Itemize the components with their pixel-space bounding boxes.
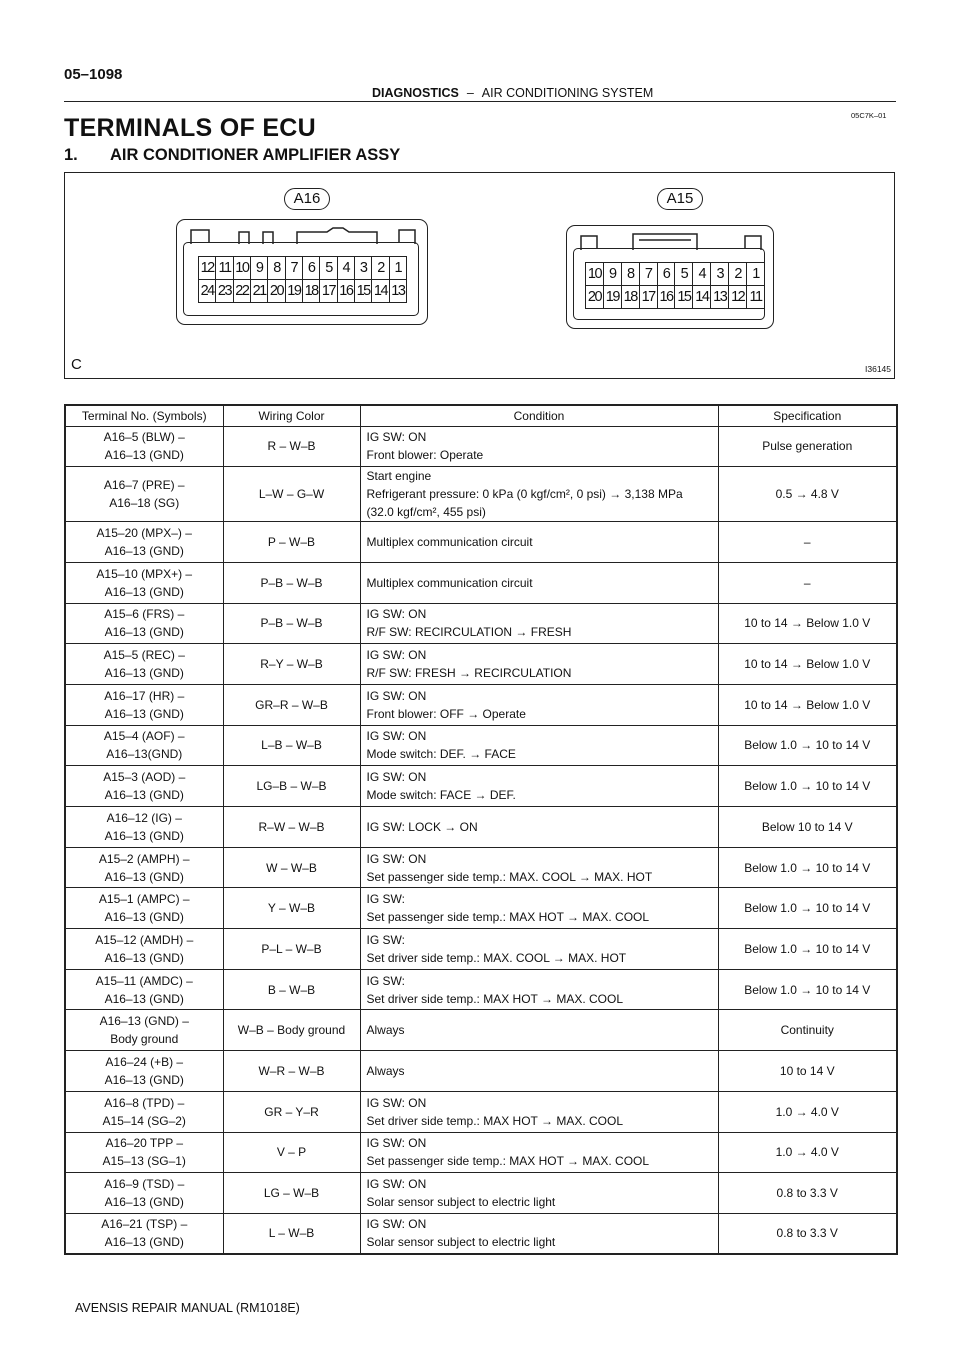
cell-terminal: A16–7 (PRE) – A16–18 (SG) [65,467,223,522]
pin-number: 4 [338,257,355,280]
header-terminal: Terminal No. (Symbols) [65,405,223,426]
pin-number: 17 [640,286,658,309]
cell-terminal: A15–3 (AOD) – A16–13 (GND) [65,766,223,807]
cell-condition: IG SW: Set passenger side temp.: MAX HOT → MAX. COOL [360,888,718,929]
table-row [65,969,897,1010]
table-row [65,888,897,929]
section-separator: – [466,86,474,100]
cell-specification: – [718,522,897,563]
cell-condition: IG SW: ON Front blower: Operate [360,426,718,467]
section-name: DIAGNOSTICS [372,86,459,100]
cell-condition: IG SW: ON Front blower: OFF → Operate [360,684,718,725]
cell-wiring-color: P–B – W–B [223,603,360,644]
pin-number: 6 [303,257,320,280]
pin-number: 24 [199,280,216,303]
a15-pin-grid [585,262,765,309]
cell-specification: Below 1.0 → 10 to 14 V [718,969,897,1010]
pin-number: 20 [268,280,285,303]
cell-terminal: A15–1 (AMPC) – A16–13 (GND) [65,888,223,929]
cell-condition: IG SW: ON Set driver side temp.: MAX HOT → MAX. COOL [360,1091,718,1132]
cell-wiring-color: L – W–B [223,1213,360,1254]
pin-number: 21 [251,280,268,303]
cell-specification: 1.0 → 4.0 V [718,1132,897,1173]
cell-condition: Always [360,1051,718,1092]
cell-condition: IG SW: ON Set passenger side temp.: MAX. COOL → MAX. HOT [360,847,718,888]
a15-connector [566,225,774,329]
pin-number: 13 [390,280,407,303]
header-condition: Condition [360,405,718,426]
table-row [65,766,897,807]
cell-specification: 10 to 14 V [718,1051,897,1092]
pin-number: 16 [658,286,676,309]
table-body [65,426,897,1254]
table-row [65,684,897,725]
cell-wiring-color: GR–R – W–B [223,684,360,725]
a16-label: A16 [284,188,330,210]
table-row [65,1051,897,1092]
table-row [65,644,897,685]
table-row [65,426,897,467]
table-row [65,1213,897,1254]
cell-specification: Continuity [718,1010,897,1051]
cell-terminal: A15–6 (FRS) – A16–13 (GND) [65,603,223,644]
cell-terminal: A15–5 (REC) – A16–13 (GND) [65,644,223,685]
table-row [65,1091,897,1132]
cell-condition: Multiplex communication circuit [360,522,718,563]
a16-connector [176,219,428,325]
pin-number: 19 [286,280,303,303]
cell-specification: Below 1.0 → 10 to 14 V [718,766,897,807]
pin-number: 22 [234,280,251,303]
cell-specification: 10 to 14 → Below 1.0 V [718,603,897,644]
cell-terminal: A15–11 (AMDC) – A16–13 (GND) [65,969,223,1010]
figure-code: I36145 [865,364,891,374]
table-row [65,847,897,888]
connector-figure [64,172,895,379]
cell-terminal: A16–13 (GND) – Body ground [65,1010,223,1051]
cell-wiring-color: B – W–B [223,969,360,1010]
cell-condition: IG SW: Set driver side temp.: MAX. COOL → MAX. HOT [360,929,718,970]
cell-specification: Below 1.0 → 10 to 14 V [718,888,897,929]
cell-terminal: A15–12 (AMDH) – A16–13 (GND) [65,929,223,970]
pin-number: 23 [216,280,233,303]
pin-number: 7 [640,263,658,286]
pin-number: 9 [604,263,622,286]
pin-number: 4 [693,263,711,286]
table-header-row [65,405,897,426]
pin-number: 11 [216,257,233,280]
cell-terminal: A16–24 (+B) – A16–13 (GND) [65,1051,223,1092]
page-number: 05–1098 [64,66,123,83]
pin-number: 18 [622,286,640,309]
pin-number: 7 [286,257,303,280]
table-row [65,929,897,970]
cell-specification: Below 1.0 → 10 to 14 V [718,847,897,888]
cell-specification: 0.5 → 4.8 V [718,467,897,522]
pin-number: 3 [711,263,729,286]
section-header [372,86,653,100]
cell-terminal: A16–8 (TPD) – A15–14 (SG–2) [65,1091,223,1132]
cell-condition: IG SW: ON Solar sensor subject to electric light [360,1213,718,1254]
pin-number: 8 [622,263,640,286]
pin-number: 15 [355,280,372,303]
table-row [65,725,897,766]
cell-specification: Below 1.0 → 10 to 14 V [718,725,897,766]
cell-condition: IG SW: Set driver side temp.: MAX HOT → MAX. COOL [360,969,718,1010]
cell-specification: Below 10 to 14 V [718,807,897,848]
cell-wiring-color: LG–B – W–B [223,766,360,807]
sub-title [64,146,400,165]
pin-number: 5 [320,257,337,280]
cell-wiring-color: L–B – W–B [223,725,360,766]
pin-number: 18 [303,280,320,303]
pin-number: 15 [675,286,693,309]
cell-condition: IG SW: LOCK → ON [360,807,718,848]
pin-number: 2 [729,263,747,286]
pin-number: 10 [586,263,604,286]
cell-condition: IG SW: ON Set passenger side temp.: MAX HOT → MAX. COOL [360,1132,718,1173]
cell-terminal: A16–9 (TSD) – A16–13 (GND) [65,1173,223,1214]
pin-number: 2 [372,257,389,280]
cell-condition: IG SW: ON Mode switch: DEF. → FACE [360,725,718,766]
cell-wiring-color: GR – Y–R [223,1091,360,1132]
pin-number: 3 [355,257,372,280]
cell-specification: 10 to 14 → Below 1.0 V [718,684,897,725]
cell-condition: IG SW: ON Solar sensor subject to electric light [360,1173,718,1214]
cell-specification: Pulse generation [718,426,897,467]
pin-number: 12 [729,286,747,309]
pin-number: 14 [693,286,711,309]
cell-condition: IG SW: ON R/F SW: RECIRCULATION → FRESH [360,603,718,644]
cell-terminal: A16–12 (IG) – A16–13 (GND) [65,807,223,848]
subsection-name: AIR CONDITIONING SYSTEM [481,86,654,100]
cell-wiring-color: P–L – W–B [223,929,360,970]
pin-number: 5 [675,263,693,286]
cell-condition: Multiplex communication circuit [360,562,718,603]
table-row [65,1132,897,1173]
header-specification: Specification [718,405,897,426]
a15-label: A15 [657,188,703,210]
cell-terminal: A16–20 TPP – A15–13 (SG–1) [65,1132,223,1173]
pin-number: 13 [711,286,729,309]
pin-number: 19 [604,286,622,309]
pin-number: 11 [747,286,765,309]
cell-specification: 0.8 to 3.3 V [718,1173,897,1214]
cell-terminal: A16–21 (TSP) – A16–13 (GND) [65,1213,223,1254]
table-row [65,522,897,563]
cell-wiring-color: Y – W–B [223,888,360,929]
cell-terminal: A15–10 (MPX+) – A16–13 (GND) [65,562,223,603]
doc-code: 05C7K–01 [851,111,887,120]
cell-specification: Below 1.0 → 10 to 14 V [718,929,897,970]
table-row [65,1010,897,1051]
cell-wiring-color: LG – W–B [223,1173,360,1214]
cell-specification: 1.0 → 4.0 V [718,1091,897,1132]
cell-specification: 10 to 14 → Below 1.0 V [718,644,897,685]
cell-wiring-color: P – W–B [223,522,360,563]
pin-number: 14 [372,280,389,303]
pin-number: 16 [338,280,355,303]
table-row [65,562,897,603]
cell-wiring-color: P–B – W–B [223,562,360,603]
cell-condition: Start engine Refrigerant pressure: 0 kPa (0 kgf/cm², 0 psi) → 3,138 MPa (32.0 kgf/cm², 455 psi) [360,467,718,522]
table-row [65,603,897,644]
cell-terminal: A15–2 (AMPH) – A16–13 (GND) [65,847,223,888]
table-row [65,467,897,522]
cell-terminal: A16–5 (BLW) – A16–13 (GND) [65,426,223,467]
page-title: TERMINALS OF ECU [64,114,317,142]
cell-wiring-color: V – P [223,1132,360,1173]
pin-number: 1 [747,263,765,286]
cell-wiring-color: R–W – W–B [223,807,360,848]
pin-number: 6 [658,263,676,286]
cell-terminal: A15–20 (MPX–) – A16–13 (GND) [65,522,223,563]
a16-pin-grid [198,256,407,303]
cell-terminal: A15–4 (AOF) – A16–13(GND) [65,725,223,766]
figure-corner-label: C [71,356,82,373]
cell-wiring-color: W – W–B [223,847,360,888]
cell-wiring-color: W–B – Body ground [223,1010,360,1051]
header-wiring-color: Wiring Color [223,405,360,426]
cell-specification: 0.8 to 3.3 V [718,1213,897,1254]
cell-wiring-color: W–R – W–B [223,1051,360,1092]
pin-number: 20 [586,286,604,309]
table-row [65,1173,897,1214]
cell-condition: Always [360,1010,718,1051]
pin-number: 17 [320,280,337,303]
pin-number: 1 [390,257,407,280]
pin-number: 10 [234,257,251,280]
sub-title-number: 1. [64,146,78,164]
pin-number: 9 [251,257,268,280]
terminal-spec-table [64,404,898,1255]
cell-wiring-color: R – W–B [223,426,360,467]
table-row [65,807,897,848]
cell-condition: IG SW: ON R/F SW: FRESH → RECIRCULATION [360,644,718,685]
pin-number: 8 [268,257,285,280]
cell-specification: – [718,562,897,603]
cell-condition: IG SW: ON Mode switch: FACE → DEF. [360,766,718,807]
cell-terminal: A16–17 (HR) – A16–13 (GND) [65,684,223,725]
cell-wiring-color: L–W – G–W [223,467,360,522]
footer: AVENSIS REPAIR MANUAL (RM1018E) [75,1301,300,1315]
pin-number: 12 [199,257,216,280]
cell-wiring-color: R–Y – W–B [223,644,360,685]
header-rule [64,101,896,102]
sub-title-text: AIR CONDITIONER AMPLIFIER ASSY [110,146,401,164]
